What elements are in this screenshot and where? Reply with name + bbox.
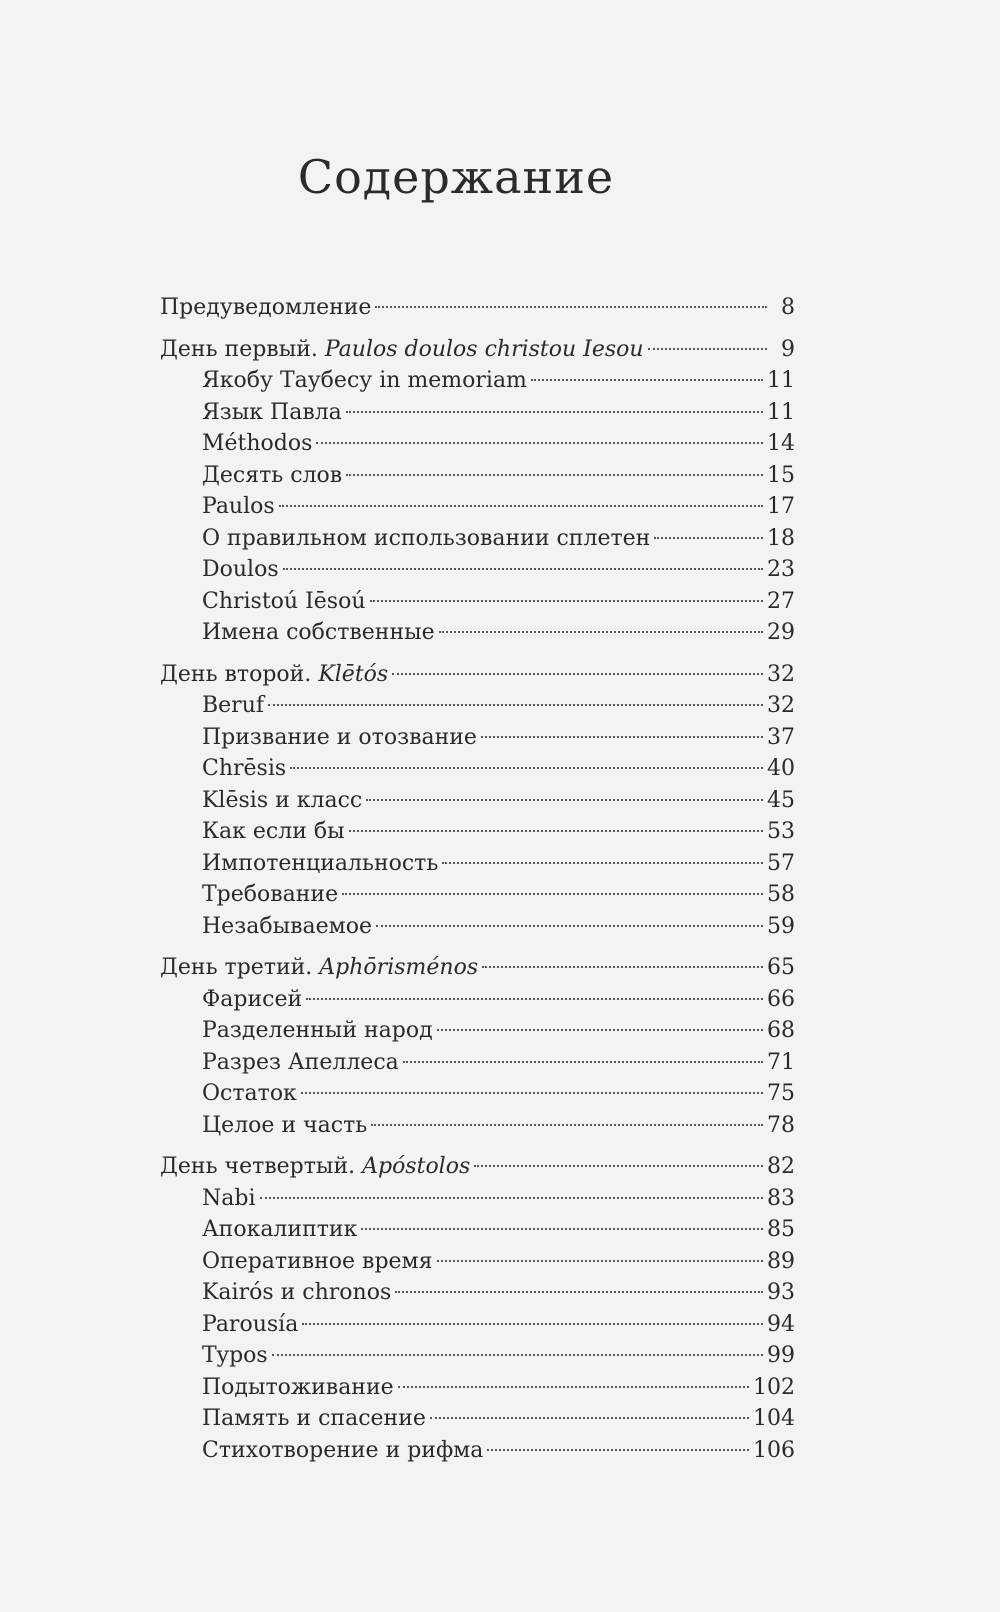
toc-entry-title bbox=[160, 785, 362, 817]
toc-section-row bbox=[160, 365, 795, 397]
toc-section-row bbox=[160, 1183, 795, 1215]
toc-entry-label: Фарисей bbox=[202, 986, 303, 1012]
toc-entry-title bbox=[160, 1110, 367, 1142]
toc-entry-title bbox=[160, 1340, 268, 1372]
toc-section-row bbox=[160, 1403, 795, 1435]
toc-entry-label: Импотенциальность bbox=[202, 850, 439, 876]
dot-leader bbox=[403, 1061, 763, 1063]
dot-leader bbox=[398, 1386, 749, 1388]
toc-page-number: 11 bbox=[767, 399, 795, 425]
dot-leader bbox=[290, 767, 763, 769]
toc-page-number: 93 bbox=[767, 1280, 795, 1305]
toc-entry-italic-title: Aphōrisménos bbox=[319, 955, 479, 980]
toc-chapter-row bbox=[160, 1151, 795, 1183]
toc-page-number: 59 bbox=[767, 913, 795, 939]
dot-leader bbox=[648, 348, 767, 350]
toc-entry-label: Оперативное время bbox=[202, 1248, 433, 1274]
toc-section-row bbox=[160, 722, 795, 754]
dot-leader bbox=[395, 1291, 763, 1293]
page-title: Содержание bbox=[297, 150, 615, 204]
toc-entry-title bbox=[160, 659, 388, 691]
toc-entry-title bbox=[160, 617, 435, 649]
toc-entry-label: Klēsis и класс bbox=[202, 787, 363, 813]
toc-entry-label: День третий. bbox=[160, 955, 320, 980]
toc-entry-label: Память и спасение bbox=[202, 1406, 426, 1431]
toc-entry-title bbox=[160, 1151, 470, 1183]
toc-page-number: 53 bbox=[767, 819, 795, 844]
toc-entry-label: Doulos bbox=[202, 557, 279, 582]
dot-leader bbox=[392, 673, 763, 675]
toc-entry-title bbox=[160, 365, 527, 397]
toc-entry-title bbox=[160, 722, 477, 754]
dot-leader bbox=[481, 736, 763, 738]
toc-section-row bbox=[160, 785, 795, 817]
toc-section-row bbox=[160, 1340, 795, 1372]
toc-entry-label: Typos bbox=[202, 1343, 268, 1368]
toc-section-row bbox=[160, 523, 795, 555]
toc-section-row bbox=[160, 1435, 795, 1467]
toc-page-number: 99 bbox=[767, 1343, 795, 1368]
dot-leader bbox=[346, 474, 763, 476]
toc-entry-title bbox=[160, 1047, 399, 1079]
toc-entry-label: Апокалиптик bbox=[202, 1217, 358, 1242]
toc-entry-title bbox=[160, 1372, 394, 1404]
dot-leader bbox=[301, 1092, 763, 1094]
toc-entry-label: Разрез Апеллеса bbox=[202, 1049, 399, 1075]
toc-entry-title bbox=[160, 1183, 256, 1215]
toc-page-number: 40 bbox=[767, 756, 795, 781]
dot-leader bbox=[283, 568, 763, 570]
toc-section-row bbox=[160, 1277, 795, 1309]
dot-leader bbox=[474, 1165, 763, 1167]
toc-entry-title bbox=[160, 334, 644, 366]
toc-entry-label: О правильном использовании сплетен bbox=[202, 525, 651, 551]
dot-leader bbox=[442, 862, 763, 864]
toc-entry-title bbox=[160, 1015, 433, 1047]
toc-entry-label: Призвание и отозвание bbox=[202, 724, 477, 750]
dot-leader bbox=[302, 1323, 763, 1325]
toc-page-number: 106 bbox=[753, 1437, 795, 1463]
toc-page-number: 11 bbox=[767, 368, 795, 393]
dot-leader bbox=[439, 631, 763, 633]
toc-entry-label: Требование bbox=[202, 882, 339, 907]
dot-leader bbox=[437, 1029, 763, 1031]
toc-entry-title bbox=[160, 984, 302, 1016]
toc-page-number: 57 bbox=[767, 850, 795, 876]
dot-leader bbox=[306, 998, 763, 1000]
toc-page-number: 58 bbox=[767, 882, 795, 907]
toc-page-number: 71 bbox=[767, 1049, 795, 1075]
toc-page-number: 17 bbox=[767, 494, 795, 519]
toc-entry-title bbox=[160, 554, 279, 586]
toc-entry-title bbox=[160, 1435, 483, 1467]
toc-entry-title bbox=[160, 848, 438, 880]
dot-leader bbox=[487, 1449, 749, 1451]
toc-entry-label: Подытоживание bbox=[202, 1374, 394, 1400]
toc-entry-label: Chrēsis bbox=[202, 756, 287, 781]
toc-section-row bbox=[160, 554, 795, 586]
toc-entry-title bbox=[160, 753, 286, 785]
toc-page-number: 104 bbox=[753, 1406, 795, 1431]
toc-entry-title bbox=[160, 397, 342, 429]
toc-page-number: 32 bbox=[767, 661, 795, 687]
toc-entry-title bbox=[160, 586, 366, 618]
dot-leader bbox=[268, 704, 763, 706]
toc-page-number: 8 bbox=[781, 295, 795, 320]
toc-page-number: 15 bbox=[767, 462, 795, 488]
toc-entry-title bbox=[160, 292, 371, 324]
toc-entry-label: Незабываемое bbox=[202, 913, 372, 939]
dot-leader bbox=[272, 1354, 763, 1356]
toc-page-number: 75 bbox=[767, 1081, 795, 1106]
toc-entry-label: День второй. bbox=[160, 661, 319, 687]
toc-entry-label: Christoú Iēsoú bbox=[202, 588, 366, 614]
toc-section-row bbox=[160, 397, 795, 429]
toc-entry-label: Paulos bbox=[202, 494, 275, 519]
dot-leader bbox=[370, 600, 763, 602]
dot-leader bbox=[482, 966, 763, 968]
toc-entry-title bbox=[160, 911, 372, 943]
toc-page-number: 14 bbox=[767, 431, 795, 456]
toc-page-number: 37 bbox=[767, 724, 795, 750]
toc-section-row bbox=[160, 911, 795, 943]
toc-section-row bbox=[160, 1372, 795, 1404]
toc-page-number: 85 bbox=[767, 1217, 795, 1242]
dot-leader bbox=[375, 306, 767, 308]
toc-section-row bbox=[160, 1309, 795, 1341]
toc-page-number: 102 bbox=[753, 1374, 795, 1400]
toc-section-row bbox=[160, 1078, 795, 1110]
dot-leader bbox=[342, 893, 763, 895]
toc-section-row bbox=[160, 1214, 795, 1246]
toc-entry-label: Разделенный народ bbox=[202, 1018, 433, 1043]
toc-entry-label: Beruf bbox=[202, 693, 265, 718]
toc-page-number: 29 bbox=[767, 620, 795, 645]
toc-entry-label: Стихотворение и рифма bbox=[202, 1437, 484, 1463]
toc-entry-italic-title: Klētós bbox=[318, 661, 389, 687]
toc-entry-label: Десять слов bbox=[202, 462, 343, 488]
toc-entry-label: День первый. bbox=[160, 336, 325, 362]
toc-section-row bbox=[160, 848, 795, 880]
toc-section-row bbox=[160, 816, 795, 848]
toc-page-number: 89 bbox=[767, 1248, 795, 1274]
toc-section-row bbox=[160, 428, 795, 460]
toc-entry-italic-title: Apóstolos bbox=[362, 1154, 471, 1179]
toc-page-number: 83 bbox=[767, 1185, 795, 1211]
toc-entry-title bbox=[160, 1277, 391, 1309]
toc-entry-title bbox=[160, 879, 338, 911]
toc-entry-label: Kairós и chronos bbox=[202, 1280, 392, 1305]
toc-section-row bbox=[160, 879, 795, 911]
toc-entry-title bbox=[160, 1309, 298, 1341]
toc-page-number: 9 bbox=[781, 336, 795, 362]
dot-leader bbox=[531, 379, 763, 381]
toc-entry-title bbox=[160, 1214, 357, 1246]
table-of-contents bbox=[160, 292, 795, 1466]
toc-section-row bbox=[160, 491, 795, 523]
toc-page-number: 78 bbox=[767, 1112, 795, 1138]
toc-chapter-row bbox=[160, 334, 795, 366]
toc-entry-label: Как если бы bbox=[202, 819, 345, 844]
toc-entry-label: Целое и часть bbox=[202, 1112, 368, 1138]
toc-page-number: 18 bbox=[767, 525, 795, 551]
dot-leader bbox=[279, 505, 763, 507]
toc-entry-title bbox=[160, 1078, 297, 1110]
toc-chapter-row bbox=[160, 952, 795, 984]
toc-section-row bbox=[160, 1015, 795, 1047]
dot-leader bbox=[376, 925, 763, 927]
toc-page-number: 23 bbox=[767, 557, 795, 582]
dot-leader bbox=[371, 1124, 763, 1126]
toc-entry-title bbox=[160, 690, 264, 722]
toc-chapter-row bbox=[160, 659, 795, 691]
toc-chapter-row bbox=[160, 292, 795, 324]
dot-leader bbox=[437, 1260, 763, 1262]
toc-entry-title bbox=[160, 491, 275, 523]
toc-section-row bbox=[160, 984, 795, 1016]
dot-leader bbox=[346, 411, 763, 413]
toc-entry-title bbox=[160, 1246, 433, 1278]
toc-page-number: 27 bbox=[767, 588, 795, 614]
toc-entry-label: Méthodos bbox=[202, 431, 313, 456]
dot-leader bbox=[654, 537, 763, 539]
dot-leader bbox=[260, 1197, 764, 1199]
toc-entry-title bbox=[160, 1403, 426, 1435]
dot-leader bbox=[361, 1228, 763, 1230]
toc-entry-label: Nabi bbox=[202, 1185, 256, 1211]
toc-entry-label: День четвертый. bbox=[160, 1154, 363, 1179]
toc-entry-label: Имена собственные bbox=[202, 620, 435, 645]
toc-entry-label: Остаток bbox=[202, 1081, 297, 1106]
toc-section-row bbox=[160, 690, 795, 722]
toc-page-number: 65 bbox=[767, 955, 795, 980]
toc-section-row bbox=[160, 1110, 795, 1142]
toc-section-row bbox=[160, 1047, 795, 1079]
toc-section-row bbox=[160, 1246, 795, 1278]
toc-entry-label: Язык Павла bbox=[202, 399, 342, 425]
toc-entry-title bbox=[160, 460, 342, 492]
toc-entry-title bbox=[160, 428, 312, 460]
toc-page-number: 68 bbox=[767, 1018, 795, 1043]
toc-page-number: 32 bbox=[767, 693, 795, 718]
toc-entry-title bbox=[160, 816, 345, 848]
toc-entry-label: Parousía bbox=[202, 1311, 299, 1337]
toc-page-number: 94 bbox=[767, 1311, 795, 1337]
toc-section-row bbox=[160, 586, 795, 618]
toc-page-number: 66 bbox=[767, 986, 795, 1012]
toc-entry-label: Предуведомление bbox=[160, 295, 372, 320]
toc-page-number: 82 bbox=[767, 1154, 795, 1179]
toc-section-row bbox=[160, 753, 795, 785]
toc-entry-italic-title: Paulos doulos christou Iesou bbox=[324, 336, 644, 362]
dot-leader bbox=[316, 442, 763, 444]
toc-section-row bbox=[160, 460, 795, 492]
toc-entry-label: Якобу Таубесу in memoriam bbox=[202, 368, 527, 393]
toc-section-row bbox=[160, 617, 795, 649]
toc-page-number: 45 bbox=[767, 787, 795, 813]
toc-entry-title bbox=[160, 952, 478, 984]
dot-leader bbox=[366, 799, 763, 801]
dot-leader bbox=[349, 830, 763, 832]
toc-entry-title bbox=[160, 523, 650, 555]
dot-leader bbox=[430, 1417, 749, 1419]
